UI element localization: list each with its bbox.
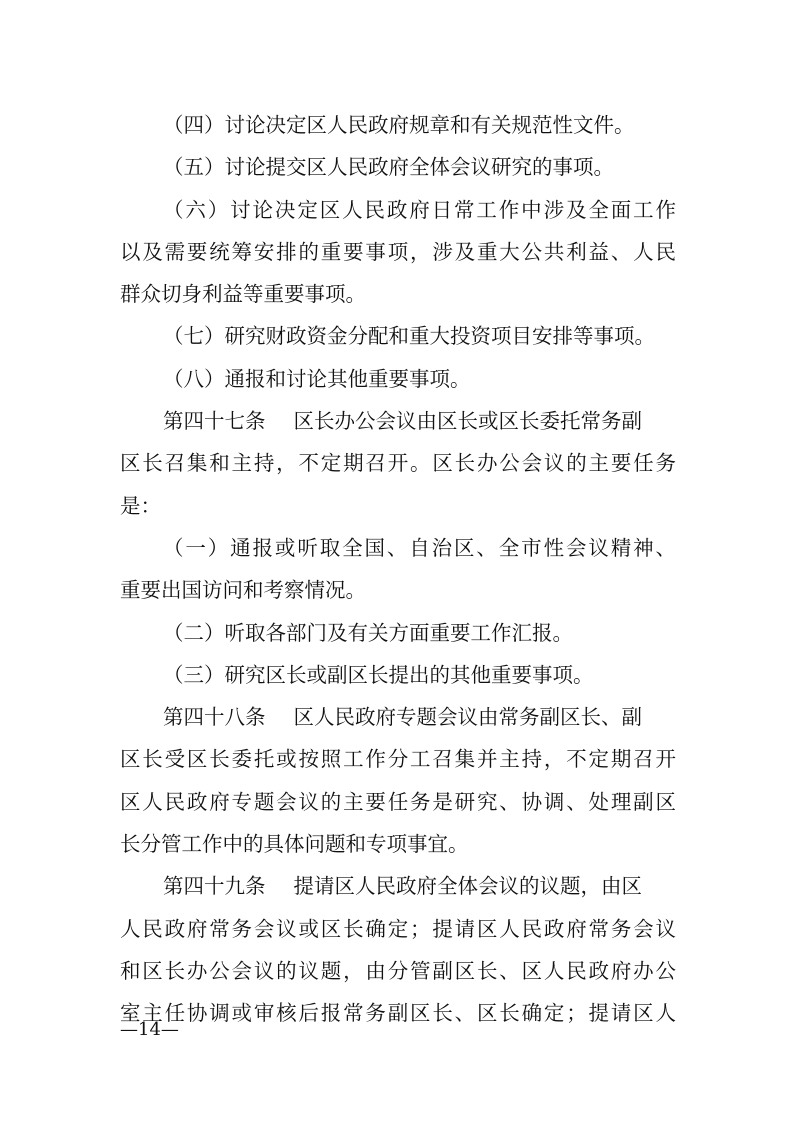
article-number: 第四十九条 [163, 874, 266, 899]
paragraph-line: （五）讨论提交区人民政府全体会议研究的事项。 [163, 155, 614, 180]
article-text: 区人民政府专题会议由常务副区长、副 [293, 705, 642, 730]
article-number: 第四十八条 [163, 705, 266, 730]
article-number: 第四十七条 [163, 409, 266, 434]
paragraph-line: （四）讨论决定区人民政府规章和有关规范性文件。 [163, 113, 635, 137]
paragraph-line: （七）研究财政资金分配和重大投资项目安排等事项。 [163, 324, 655, 349]
paragraph-line: 区长受区长委托或按照工作分工召集并主持，不定期召开 [120, 747, 676, 772]
paragraph-line: 人民政府常务会议或区长确定；提请区人民政府常务会议 [120, 916, 676, 941]
paragraph-line: 和区长办公会议的议题，由分管副区长、区人民政府办公 [120, 958, 676, 983]
paragraph-line: 重要出国访问和考察情况。 [120, 578, 366, 603]
paragraph-line: （三）研究区长或副区长提出的其他重要事项。 [163, 662, 594, 687]
paragraph-line: 长分管工作中的具体问题和专项事宜。 [120, 832, 469, 857]
paragraph-line: 室主任协调或审核后报常务副区长、区长确定；提请区人 [120, 1001, 676, 1026]
body-text [120, 104, 676, 1035]
paragraph-line: 区人民政府专题会议的主要任务是研究、协调、处理副区 [120, 789, 676, 814]
paragraph-line: 以及需要统筹安排的重要事项，涉及重大公共利益、人民 [120, 239, 676, 264]
article-line [120, 865, 676, 907]
paragraph-line: （二）听取各部门及有关方面重要工作汇报。 [163, 620, 573, 645]
article-line [120, 696, 676, 738]
article-line [120, 400, 676, 442]
paragraph-line: 群众切身利益等重要事项。 [120, 282, 366, 307]
paragraph-line: 是： [120, 493, 161, 518]
page-number: —14— [120, 1019, 179, 1040]
paragraph-line: （八）通报和讨论其他重要事项。 [163, 366, 471, 391]
article-text: 提请区人民政府全体会议的议题，由区 [293, 874, 642, 899]
paragraph-line: （六）讨论决定区人民政府日常工作中涉及全面工作 [163, 197, 676, 222]
article-text: 区长办公会议由区长或区长委托常务副 [293, 409, 642, 434]
paragraph-line: 区长召集和主持，不定期召开。区长办公会议的主要任务 [120, 451, 676, 476]
paragraph-line: （一）通报或听取全国、自治区、全市性会议精神、 [163, 535, 676, 560]
